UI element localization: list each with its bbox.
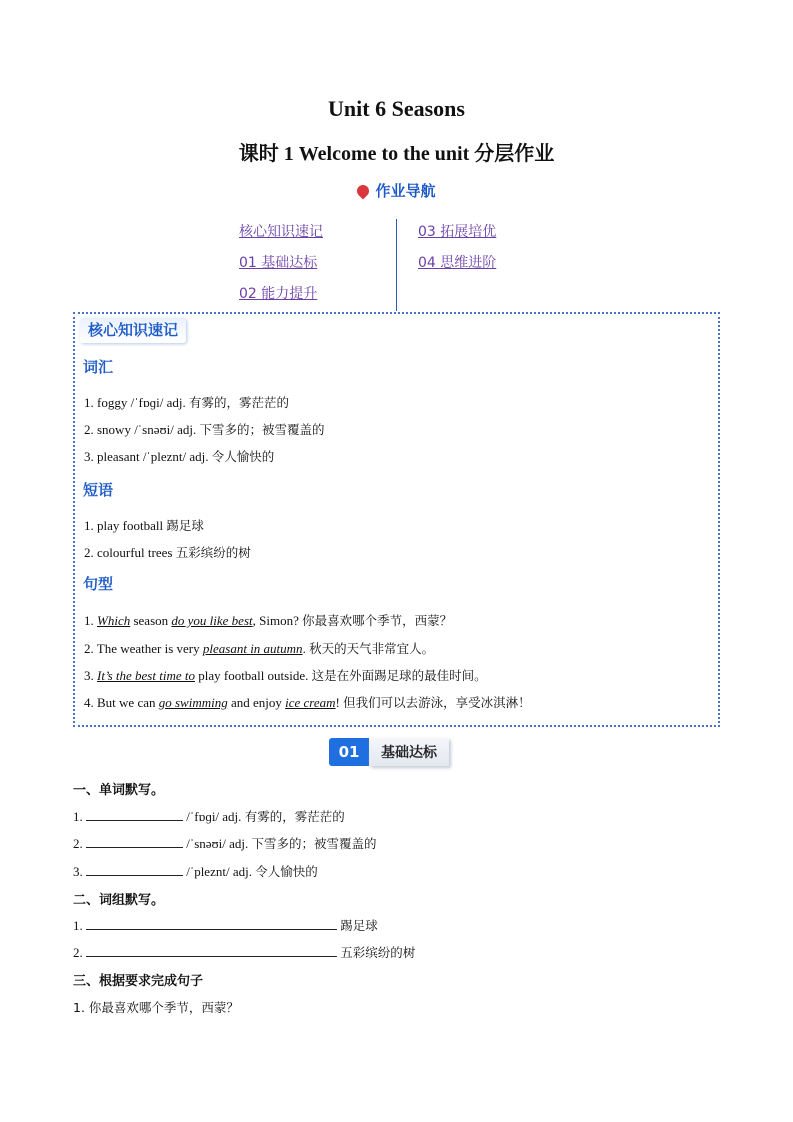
sentence-item: 2. The weather is very pleasant in autumn. 秋天的天气非常宜人。	[84, 641, 435, 656]
section-label: 基础达标	[369, 738, 449, 766]
phrase-heading: 短语	[83, 481, 114, 499]
vocab-item: 3. pleasant /ˈpleznt/ adj. 令人愉快的	[84, 449, 275, 464]
sentence-task-item: 1. 你最喜欢哪个季节，西蒙？	[73, 1000, 239, 1015]
vocab-heading: 词汇	[83, 358, 114, 376]
section-01-badge	[329, 738, 449, 766]
sentence-heading: 句型	[83, 575, 114, 593]
section-number: 01	[329, 738, 369, 766]
answer-blank[interactable]	[86, 918, 337, 930]
word-dictation-item: 2. /ˈsnəʊi/ adj. 下雪多的；被雪覆盖的	[73, 836, 377, 851]
nav-divider	[396, 219, 397, 311]
sentence-item: 4. But we can go swimming and enjoy ice cream! 但我们可以去游泳，享受冰淇淋！	[84, 695, 531, 710]
sentence-item: 3. It’s the best time to play football outside. 这是在外面踢足球的最佳时间。	[84, 668, 487, 683]
location-pin-icon	[355, 183, 372, 200]
answer-blank[interactable]	[86, 945, 337, 957]
core-knowledge-heading: 核心知识速记	[80, 318, 186, 343]
nav-link-04[interactable]: 04 思维进阶	[418, 255, 497, 271]
nav-heading: 作业导航	[0, 180, 793, 201]
nav-link-03[interactable]: 03 拓展培优	[418, 224, 497, 240]
nav-link-01[interactable]: 01 基础达标	[239, 255, 318, 271]
sentence-item: 1. Which season do you like best, Simon? 你最喜欢哪个季节，西蒙？	[84, 613, 453, 628]
answer-blank[interactable]	[86, 809, 183, 821]
part1-heading: 一、单词默写。	[73, 783, 165, 798]
vocab-item: 2. snowy /ˈsnəʊi/ adj. 下雪多的；被雪覆盖的	[84, 422, 325, 437]
part2-heading: 二、词组默写。	[73, 893, 165, 908]
nav-link-02[interactable]: 02 能力提升	[239, 286, 318, 302]
page-title: Unit 6 Seasons	[328, 96, 465, 121]
page-subtitle: 课时 1 Welcome to the unit 分层作业	[238, 143, 555, 165]
word-dictation-item: 3. /ˈpleznt/ adj. 令人愉快的	[73, 864, 318, 879]
vocab-item: 1. foggy /ˈfɒɡi/ adj. 有雾的，雾茫茫的	[84, 395, 290, 410]
answer-blank[interactable]	[86, 836, 183, 848]
phrase-dictation-item: 2. 五彩缤纷的树	[73, 945, 416, 960]
word-dictation-item: 1. /ˈfɒɡi/ adj. 有雾的，雾茫茫的	[73, 809, 345, 824]
part3-heading: 三、根据要求完成句子	[73, 974, 204, 989]
phrase-item: 2. colourful trees 五彩缤纷的树	[84, 545, 251, 560]
nav-link-core[interactable]: 核心知识速记	[239, 224, 323, 240]
answer-blank[interactable]	[86, 864, 183, 876]
phrase-item: 1. play football 踢足球	[84, 518, 204, 533]
phrase-dictation-item: 1. 踢足球	[73, 918, 378, 933]
